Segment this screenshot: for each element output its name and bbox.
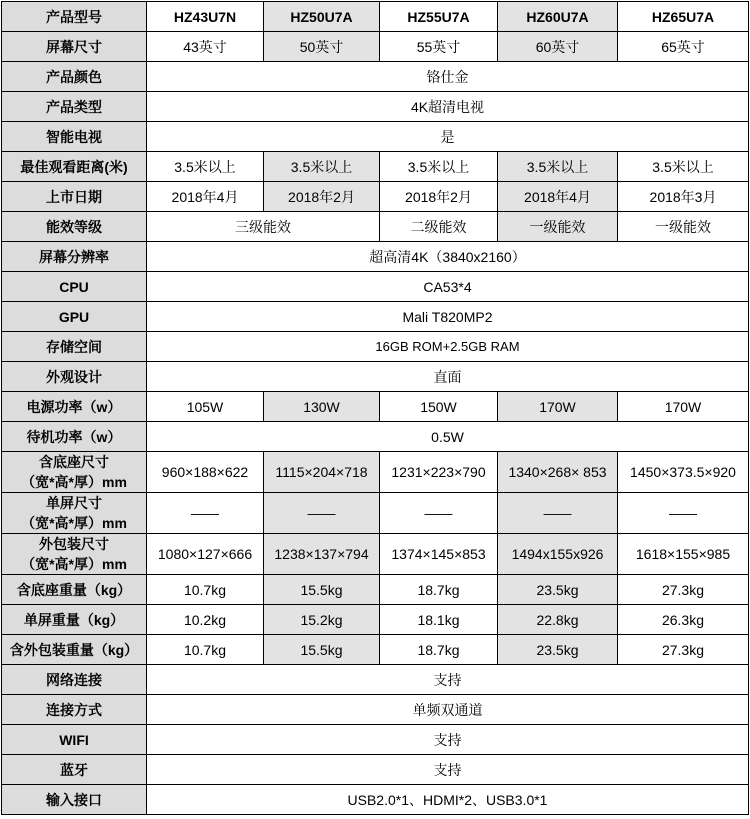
table-row <box>2 92 749 122</box>
table-cell: 18.7kg <box>380 575 498 605</box>
table-cell: 60英寸 <box>498 32 618 62</box>
table-cell: —— <box>498 493 618 534</box>
table-row <box>2 152 749 182</box>
table-cell: 支持 <box>147 725 749 755</box>
table-cell: 10.2kg <box>147 605 264 635</box>
model-header: HZ65U7A <box>618 2 749 32</box>
table-cell: 4K超清电视 <box>147 92 749 122</box>
table-header-row <box>2 2 749 32</box>
row-label: 电源功率（w） <box>2 392 147 422</box>
table-row <box>2 493 749 534</box>
table-cell: 0.5W <box>147 422 749 452</box>
row-label-line: （宽*高*厚）mm <box>21 474 127 490</box>
table-row <box>2 32 749 62</box>
table-cell: 1618×155×985 <box>618 534 749 575</box>
table-cell: —— <box>264 493 380 534</box>
row-label-line: （宽*高*厚）mm <box>21 556 127 572</box>
table-row <box>2 665 749 695</box>
table-row <box>2 725 749 755</box>
row-label-line: 含底座尺寸 <box>39 454 109 470</box>
table-cell: 1340×268× 853 <box>498 452 618 493</box>
row-label: 最佳观看距离(米) <box>2 152 147 182</box>
table-cell: 3.5米以上 <box>618 152 749 182</box>
table-cell: USB2.0*1、HDMI*2、USB3.0*1 <box>147 785 749 815</box>
table-row <box>2 534 749 575</box>
table-row <box>2 182 749 212</box>
table-cell: 55英寸 <box>380 32 498 62</box>
table-cell: 直面 <box>147 362 749 392</box>
table-row <box>2 422 749 452</box>
table-cell: 170W <box>618 392 749 422</box>
table-cell: 15.2kg <box>264 605 380 635</box>
table-row <box>2 755 749 785</box>
table-cell: 18.1kg <box>380 605 498 635</box>
row-label: 产品类型 <box>2 92 147 122</box>
table-cell: 支持 <box>147 755 749 785</box>
table-cell: 23.5kg <box>498 575 618 605</box>
row-label: 单屏重量（kg） <box>2 605 147 635</box>
table-cell: 105W <box>147 392 264 422</box>
row-label: 屏幕分辨率 <box>2 242 147 272</box>
table-cell: —— <box>147 493 264 534</box>
table-cell: 三级能效 <box>147 212 380 242</box>
table-row <box>2 272 749 302</box>
table-cell: 1374×145×853 <box>380 534 498 575</box>
table-cell: 2018年2月 <box>264 182 380 212</box>
table-row <box>2 212 749 242</box>
table-cell: 1231×223×790 <box>380 452 498 493</box>
table-cell: 1080×127×666 <box>147 534 264 575</box>
table-cell: 50英寸 <box>264 32 380 62</box>
model-header: HZ43U7N <box>147 2 264 32</box>
model-header: HZ60U7A <box>498 2 618 32</box>
row-label: 屏幕尺寸 <box>2 32 147 62</box>
row-label: GPU <box>2 302 147 332</box>
table-row <box>2 452 749 493</box>
row-label: 存储空间 <box>2 332 147 362</box>
table-cell: 1115×204×718 <box>264 452 380 493</box>
table-row <box>2 605 749 635</box>
table-cell: 支持 <box>147 665 749 695</box>
table-cell: 18.7kg <box>380 635 498 665</box>
table-cell: 15.5kg <box>264 635 380 665</box>
table-cell: 27.3kg <box>618 575 749 605</box>
table-cell: 3.5米以上 <box>498 152 618 182</box>
table-cell: —— <box>380 493 498 534</box>
table-row <box>2 302 749 332</box>
table-cell: 铬仕金 <box>147 62 749 92</box>
table-cell: 2018年4月 <box>147 182 264 212</box>
table-cell: 超高清4K（3840x2160） <box>147 242 749 272</box>
table-cell: 单频双通道 <box>147 695 749 725</box>
table-row <box>2 62 749 92</box>
table-cell: 二级能效 <box>380 212 498 242</box>
table-cell: 一级能效 <box>498 212 618 242</box>
table-row <box>2 635 749 665</box>
table-cell: 2018年3月 <box>618 182 749 212</box>
table-cell: 10.7kg <box>147 635 264 665</box>
table-row <box>2 575 749 605</box>
row-label <box>2 534 147 575</box>
table-cell: 10.7kg <box>147 575 264 605</box>
row-label <box>2 452 147 493</box>
row-label: 智能电视 <box>2 122 147 152</box>
row-label: 输入接口 <box>2 785 147 815</box>
row-label: 含底座重量（kg） <box>2 575 147 605</box>
row-label-line: 外包装尺寸 <box>39 536 109 552</box>
table-cell: 2018年4月 <box>498 182 618 212</box>
row-label: 外观设计 <box>2 362 147 392</box>
table-cell: 16GB ROM+2.5GB RAM <box>147 332 749 362</box>
table-row <box>2 785 749 815</box>
model-header: HZ55U7A <box>380 2 498 32</box>
row-label-line: （宽*高*厚）mm <box>21 515 127 531</box>
table-row <box>2 242 749 272</box>
table-cell: —— <box>618 493 749 534</box>
table-cell: 2018年2月 <box>380 182 498 212</box>
row-label: 产品型号 <box>2 2 147 32</box>
table-cell: 150W <box>380 392 498 422</box>
table-cell: 26.3kg <box>618 605 749 635</box>
table-cell: 15.5kg <box>264 575 380 605</box>
table-row <box>2 362 749 392</box>
table-cell: 130W <box>264 392 380 422</box>
table-cell: 22.8kg <box>498 605 618 635</box>
table-cell: 是 <box>147 122 749 152</box>
table-cell: 43英寸 <box>147 32 264 62</box>
table-cell: 1494x155x926 <box>498 534 618 575</box>
row-label: 含外包装重量（kg） <box>2 635 147 665</box>
row-label <box>2 493 147 534</box>
table-cell: 27.3kg <box>618 635 749 665</box>
table-cell: 960×188×622 <box>147 452 264 493</box>
row-label-line: 单屏尺寸 <box>46 495 102 511</box>
table-cell: 23.5kg <box>498 635 618 665</box>
spec-table <box>1 1 749 815</box>
table-cell: 3.5米以上 <box>264 152 380 182</box>
row-label: CPU <box>2 272 147 302</box>
row-label: 待机功率（w） <box>2 422 147 452</box>
row-label: 蓝牙 <box>2 755 147 785</box>
row-label: 网络连接 <box>2 665 147 695</box>
table-cell: 3.5米以上 <box>380 152 498 182</box>
table-row <box>2 695 749 725</box>
row-label: 能效等级 <box>2 212 147 242</box>
model-header: HZ50U7A <box>264 2 380 32</box>
table-row <box>2 392 749 422</box>
table-cell: 1450×373.5×920 <box>618 452 749 493</box>
row-label: 产品颜色 <box>2 62 147 92</box>
table-cell: CA53*4 <box>147 272 749 302</box>
table-cell: 一级能效 <box>618 212 749 242</box>
table-cell: 170W <box>498 392 618 422</box>
table-cell: 3.5米以上 <box>147 152 264 182</box>
row-label: 上市日期 <box>2 182 147 212</box>
row-label: WIFI <box>2 725 147 755</box>
table-cell: 65英寸 <box>618 32 749 62</box>
table-cell: Mali T820MP2 <box>147 302 749 332</box>
row-label: 连接方式 <box>2 695 147 725</box>
table-row <box>2 332 749 362</box>
table-cell: 1238×137×794 <box>264 534 380 575</box>
table-row <box>2 122 749 152</box>
